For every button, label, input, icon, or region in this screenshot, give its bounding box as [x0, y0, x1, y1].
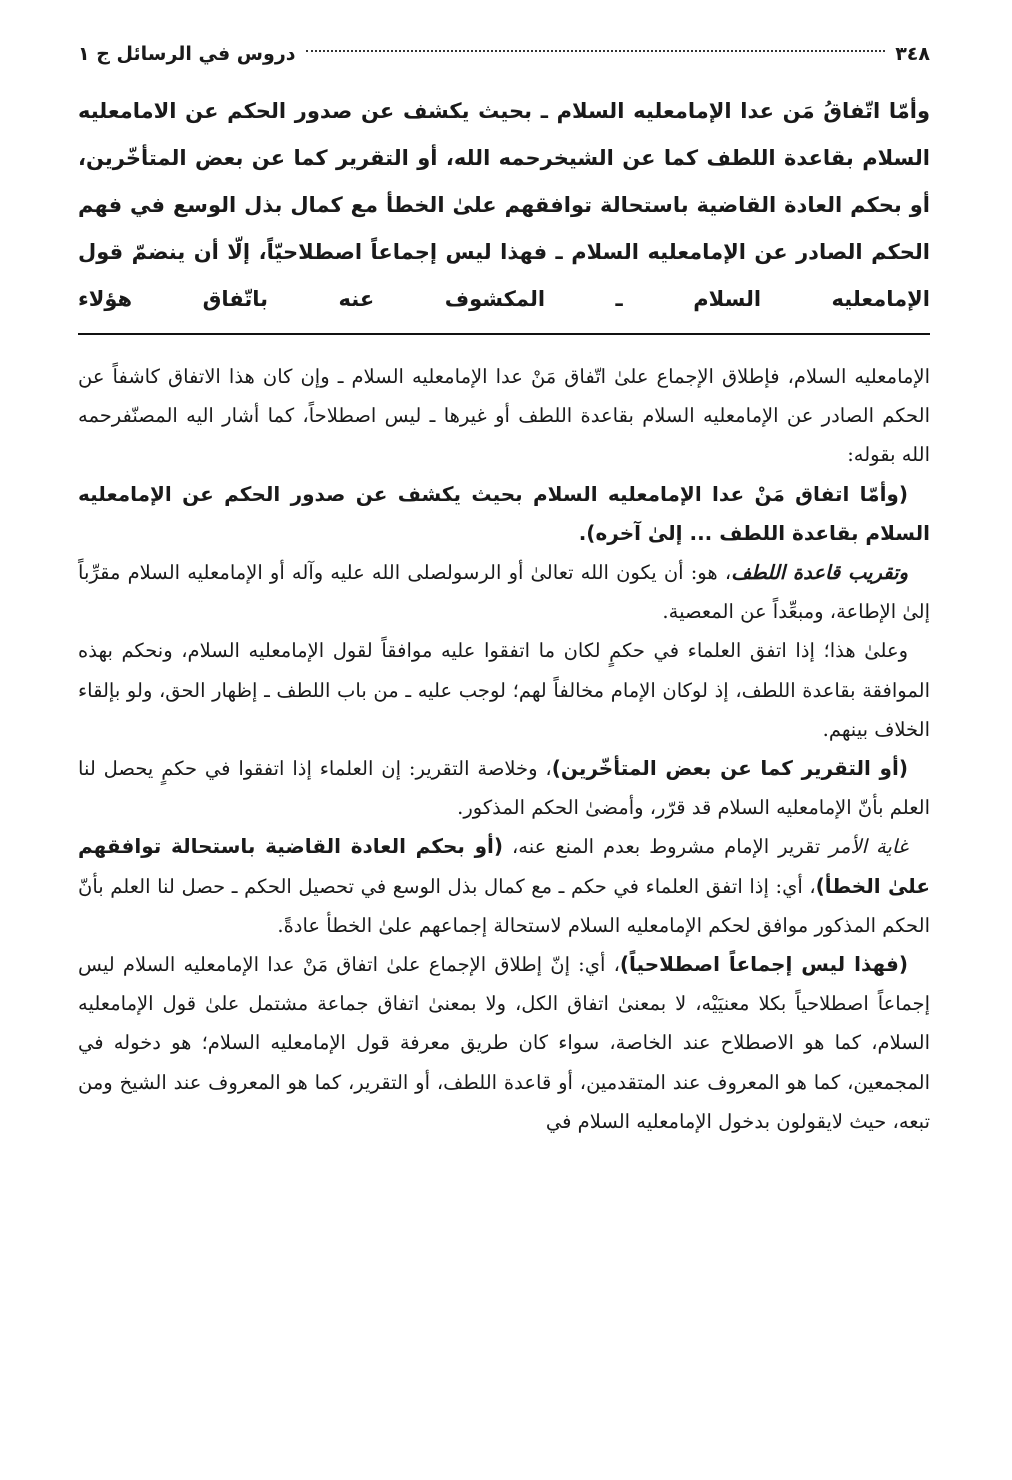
book-title: دروس في الرسائل ج ١ [78, 43, 296, 65]
commentary-paragraph-taqrir [78, 749, 930, 827]
header-leader-dots [306, 50, 886, 52]
ijma-explanation: ، أي: إنّ إطلاق الإجماع علىٰ اتفاق مَنْ عدا الإمامعليه السلام ليس إجماعاً اصطلاحياً بكلا معنيَيْه، لا بمعنىٰ اتفاق الكل، ولا بمعنىٰ اتفاق جماعة مشتمل علىٰ قول الإمامعليه السلام، كما هو الاصطلاح عند الخاصة، سواء كان طريق معرفة قول الإمامعليه السلام؛ هو دخوله في المجمعين، كما هو المعروف عند المتقدمين، أو قاعدة اللطف، أو التقرير، كما هو المعروف عند الشيخ ومن تبعه، حيث لايقولون بدخول الإمامعليه السلام في [78, 953, 930, 1133]
page-number: ٣٤٨ [895, 43, 930, 65]
running-header [78, 34, 930, 74]
adah-intro: تقرير الإمام مشروط بعدم المنع عنه، [503, 835, 830, 859]
document-page [78, 34, 930, 1141]
commentary-paragraph-4: وعلىٰ هذا؛ إذا اتفق العلماء في حكمٍ لكان ما اتفقوا عليه موافقاً لقول الإمامعليه السلام، ونحكم بهذه الموافقة بقاعدة اللطف، إذ لوكان الإمام مخالفاً لهم؛ لوجب عليه ـ من باب اللطف ـ إظهار الحق، ولو بإلقاء الخلاف بينهم. [78, 639, 930, 741]
commentary-paragraph-1: الإمامعليه السلام، فإطلاق الإجماع علىٰ اتّفاق مَنْ عدا الإمامعليه السلام ـ وإن كان هذا الاتفاق كاشفاً عن الحكم الصادر عن الإمامعليه السلام بقاعدة اللطف أو غيرها ـ ليس اصطلاحاً، كما أشار اليه المصنّفرحمه الله بقوله: [78, 365, 930, 467]
commentary-paragraph-lutf [78, 553, 930, 631]
term-ghayat-al-amr: غاية الأمر [829, 835, 908, 859]
taqrir-explanation: ، وخلاصة التقرير: إن العلماء إذا اتفقوا في حكمٍ يحصل لنا العلم بأنّ الإمامعليه السلام قد قرّر، وأمضىٰ الحكم المذكور. [78, 757, 930, 820]
lutf-definition: ، هو: أن يكون الله تعالىٰ أو الرسولصلى الله عليه وآله أو الإمامعليه السلام مقرِّباً إلىٰ الإطاعة، ومبعِّداً عن المعصية. [78, 561, 930, 624]
quoted-adah: (أو بحكم العادة القاضية باستحالة توافقهم علىٰ الخطأ) [78, 834, 930, 898]
term-lutf: وتقريب قاعدة اللطف [731, 561, 909, 585]
matn-paragraph: وأمّا اتّفاقُ مَن عدا الإمامعليه السلام ـ بحيث يكشف عن صدور الحكم عن الامامعليه السلام بقاعدة اللطف كما عن الشيخرحمه الله، أو التقرير كما عن بعض المتأخّرين، أو بحكم العادة القاضية باستحالة توافقهم علىٰ الخطأ مع كمال بذل الوسع في فهم الحكم الصادر عن الإمامعليه السلام ـ فهذا ليس إجماعاً اصطلاحيّاً، إلّا أن ينضمّ قول الإمامعليه السلام ـ المكشوف عنه باتّفاق هؤلاء [78, 99, 930, 311]
adah-explanation: ، أي: إذا اتفق العلماء في حكم ـ مع كمال بذل الوسع في تحصيل الحكم ـ حصل لنا العلم بأنّ الحكم المذكور موافق لحكم الإمامعليه السلام لاستحالة إجماعهم علىٰ الخطأ عادةً. [78, 874, 930, 937]
quoted-ijma: (فهذا ليس إجماعاً اصطلاحياً) [619, 952, 908, 977]
section-divider-line [78, 333, 930, 335]
quoted-taqrir: (أو التقرير كما عن بعض المتأخّرين) [551, 756, 908, 781]
sharh-commentary-block [78, 357, 930, 1141]
commentary-paragraph-adah [78, 827, 930, 945]
quoted-matn-paragraph: (وأمّا اتفاق مَنْ عدا الإمامعليه السلام بحيث يكشف عن صدور الحكم عن الإمامعليه السلام بقاعدة اللطف ... إلىٰ آخره). [78, 481, 930, 545]
matn-text-block [78, 88, 930, 323]
commentary-paragraph-ijma [78, 945, 930, 1141]
